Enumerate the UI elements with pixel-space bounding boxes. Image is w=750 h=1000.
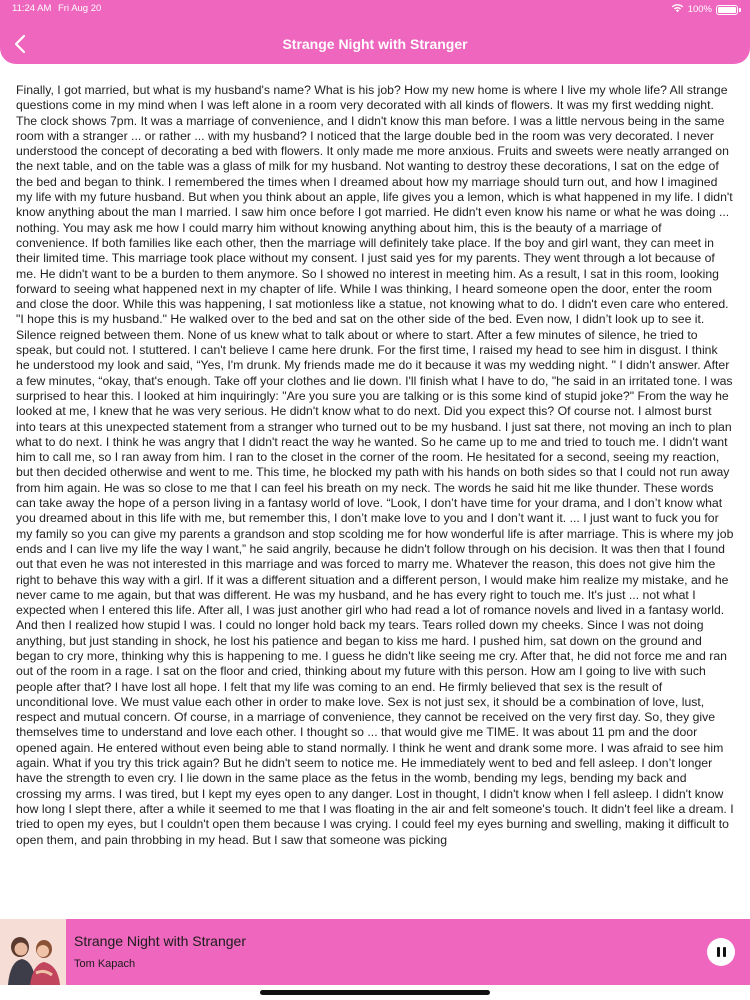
pause-button[interactable] — [707, 938, 735, 966]
navigation-bar — [0, 0, 750, 64]
home-indicator[interactable] — [260, 990, 490, 995]
track-title[interactable]: Strange Night with Stranger — [74, 933, 246, 949]
story-scroll-view[interactable] — [0, 80, 750, 906]
battery-percentage: 100% — [687, 4, 712, 15]
cover-art[interactable] — [0, 919, 66, 985]
status-date: Fri Aug 20 — [58, 3, 102, 14]
track-author: Tom Kapach — [74, 958, 136, 970]
story-text: Finally, I got married, but what is my husband's name? What is his job? How my new home is where I live my whole life? All strange questions come in my mind when I was left alone in a room very decorated with all kinds of flowers. It was my first wedding night. The clock shows 7pm. It was a marriage of convenience, and I didn't know this man before. I was a little nervous being in the same room with a stranger ... or rather ... with my husband? I noticed that the large double bed in the room was very decorated. I never understood the concept of decorating a bed with flowers. It only made me more anxious. Fruits and sweets were neatly arranged on the next table, and on the table was a glass of milk for my husband. Not wanting to destroy these decorations, I sat on the edge of the bed and began to think. I remembered the times when I dreamed about how my marriage should turn out, and how I imagined my life with my future husband. But when you think about an apple, life gives you a lemon, which is what happened in my life. I didn't know anything about the man I married. I saw him once before I got married. He didn't even know his name or what he was doing ... nothing. You may ask me how I could marry him without knowing anything about him, this is the beauty of a marriage of convenience. If both families like each other, then the marriage will definitely take place. If the boy and girl want, they can meet in their limited time. This marriage took place without my consent. I just said yes for my parents. They went through a lot because of me. He didn't want to be a burden to them anymore. So I showed no interest in meeting him. As a result, I sat in this room, looking forward to seeing what happened next in my chapter of life. While I was thinking, I heard someone open the door, enter the room and close the door. While this was happening, I sat motionless like a statue, not knowing what to do. I didn't even care who entered. "I hope this is my husband." He walked over to the bed and sat on the other side of the bed. Even now, I didn’t look up to see it. Silence reigned between them. None of us knew what to talk about or where to start. After a few minutes of silence, he tried to speak, but could not. I stuttered. I can't believe I came here drunk. For the first time, I raised my head to see him in disgust. I think he understood my look and said, “Yes, I'm drunk. My friends made me do it because it was my wedding night. " I didn't answer. After a few minutes, “okay, that's enough. Take off your clothes and lie down. I'll finish what I have to do, "he said in an irritated tone. I was surprised to hear this. I looked at him inquiringly: "Are you sure you are talking or is this some kind of stupid joke?" From the way he looked at me, I knew that he was very serious. He didn't know what to do next. Did you expect this? Of course not. I almost burst into tears at this unexpected statement from a stranger who turned out to be my husband. I just sat there, not moving an inch to plan what to do next. I think he was angry that I didn't react the way he wanted. So he came up to me and tried to touch me. I didn't want him to call me, so I ran away from him. I ran to the closet in the corner of the room. He hesitated for a second, seeing my reaction, but then decided otherwise and went to me. This time, he blocked my path with his hands on both sides so that I could not run away from him again. He was so close to me that I can feel his breath on my neck. The words he said hit me like thunder. These words can take away the hope of a person living in a fantasy world of love. “Look, I don’t have time for your drama, and I don’t know what you dreamed about in this life with me, but remember this, I don’t make love to you and I don’t want it. ... I just want to fuck you for my family so you can give my parents a grandson and stop scolding me for how wonderful life is after marriage. This is where my job ends and I can live my life the way I want,” he said angrily, because he didn't follow through on his decision. It was then that I found out that even he was not interested in this marriage and was forced to marry me. Whatever the reason, this does not give him the right to behave this way with a girl. If it was a different situation and a different person, I would make him realize my mistake, and he never came to me again, but that was different. He was my husband, and he has every right to touch me. It's just ... not what I expected when I entered this life. After all, I was just another girl who had read a lot of romance novels and lived in a fantasy world. And then I realized how stupid I was. I could no longer hold back my tears. Tears rolled down my cheeks. Since I was not doing anything, but just standing in shock, he lost his patience and began to kiss me hard. I pushed him, sat down on the ground and began to cry more, thinking why this is happening to me. I guess he didn't like seeing me cry. After that, he did not force me and ran out of the room in a rage. I sat on the floor and cried, thinking about my future with this person. How am I going to live with such people after that? I have lost all hope. I felt that my life was coming to an end. He firmly believed that sex is the result of unconditional love. We must value each other in order to make love. Sex is not just sex, it should be a combination of love, lust, respect and mutual concern. Of course, in a marriage of convenience, they cannot be received on the very first day. So, they give themselves time to understand and love each other. I thought so ... that would give me TIME. It was about 11 pm and the door opened again. He entered without even being able to stand normally. I think he went and drank some more. I was afraid to see him again. What if you try this trick again? But he didn't seem to notice me. He immediately went to bed and fell asleep. I don’t longer have the strength to even cry. I lie down in the same place as the fetus in the womb, bending my legs, bending my back and crossing my arms. I was tired, but I kept my eyes open to any danger. Lost in thought, I didn't know when I fell asleep. I didn't know how long I slept there, after a while it seemed to me that I was floating in the air and felt someone's touch. It didn't feel like a dream. I tried to open my eyes, but I couldn't open them because I was crying. I could feel my eyes burning and swelling, making it difficult to open them, and pain throbbing in my head. But I saw that someone was picking — [16, 83, 734, 847]
wifi-icon — [671, 3, 684, 16]
mini-player[interactable] — [0, 919, 750, 985]
status-time: 11:24 AM — [12, 3, 52, 14]
page-title: Strange Night with Stranger — [282, 36, 468, 52]
battery-icon — [716, 5, 738, 15]
status-indicators — [671, 3, 738, 16]
pause-icon — [715, 947, 727, 957]
